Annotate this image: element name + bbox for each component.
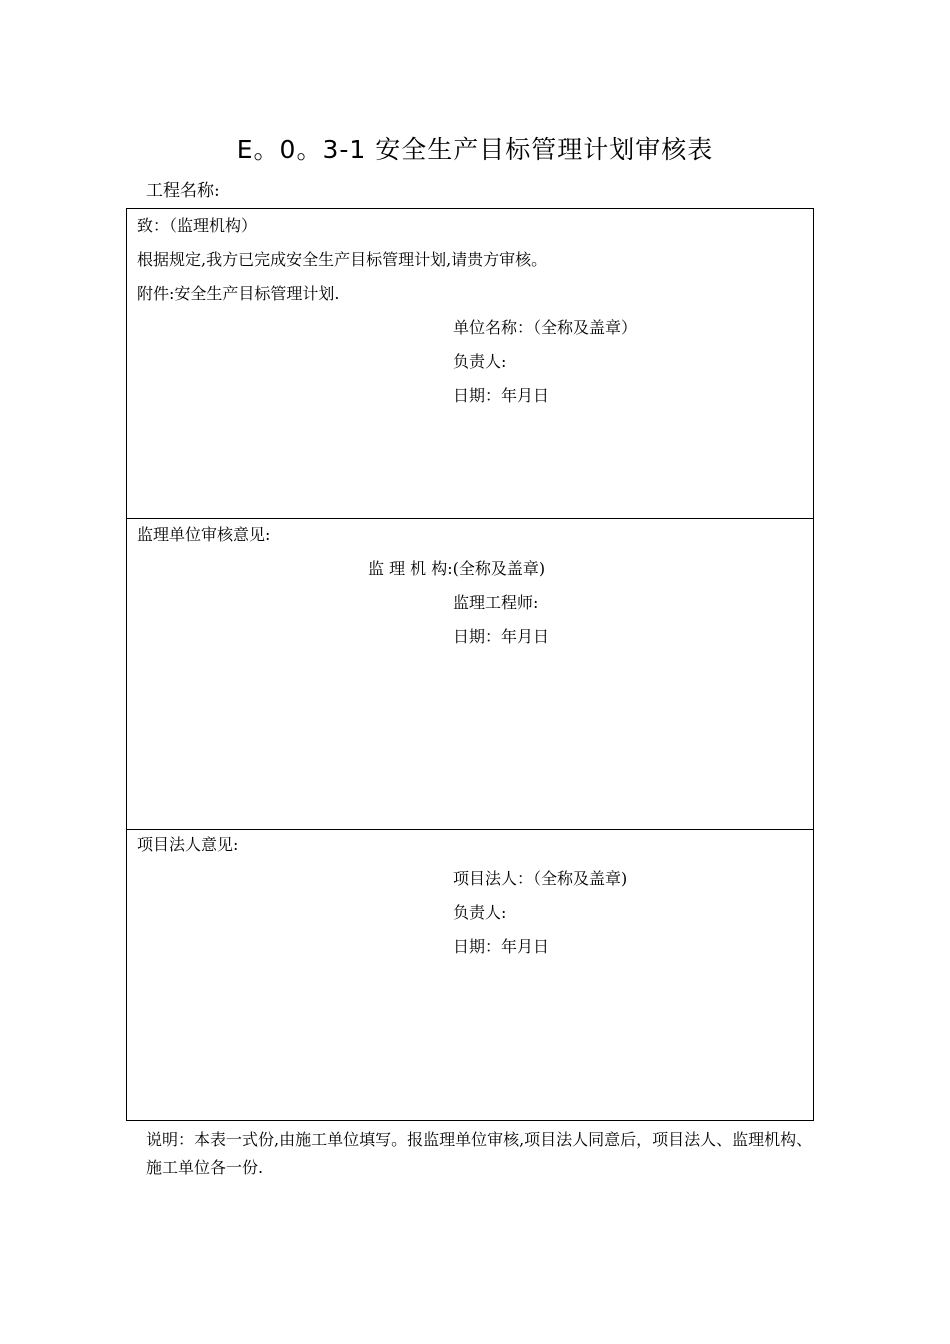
unit-name-field[interactable]: 单位名称：（全称及盖章） — [453, 318, 638, 337]
addressee-line: 致：（监理机构） — [137, 216, 258, 235]
supervision-review-heading: 监理单位审核意见: — [137, 525, 271, 544]
legal-person-in-charge-field[interactable]: 负责人: — [453, 903, 507, 922]
attachment-line: 附件:安全生产目标管理计划. — [137, 284, 340, 303]
supervision-agency-field[interactable]: 监 理 机 构:(全称及盖章) — [368, 559, 546, 578]
supervision-review-section — [127, 518, 813, 829]
submission-date-field[interactable]: 日期：年月日 — [453, 386, 550, 405]
form-title: E。0。3-1 安全生产目标管理计划审核表 — [236, 135, 714, 164]
person-in-charge-field[interactable]: 负责人: — [453, 352, 507, 371]
legal-person-date-field[interactable]: 日期：年月日 — [453, 937, 550, 956]
project-name-label: 工程名称: — [146, 181, 220, 201]
legal-person-review-section — [127, 829, 813, 1122]
review-form-table — [126, 208, 814, 1121]
legal-person-review-heading: 项目法人意见: — [137, 835, 239, 854]
submission-section — [127, 209, 813, 518]
form-note: 说明：本表一式份,由施工单位填写。报监理单位审核,项目法人同意后，项目法人、监理机构、施工单位各一份. — [146, 1130, 813, 1177]
legal-person-field[interactable]: 项目法人：（全称及盖章) — [453, 869, 628, 888]
supervision-engineer-field[interactable]: 监理工程师: — [453, 593, 539, 612]
submission-statement: 根据规定,我方已完成安全生产目标管理计划,请贵方审核。 — [137, 250, 548, 269]
supervision-date-field[interactable]: 日期：年月日 — [453, 627, 550, 646]
